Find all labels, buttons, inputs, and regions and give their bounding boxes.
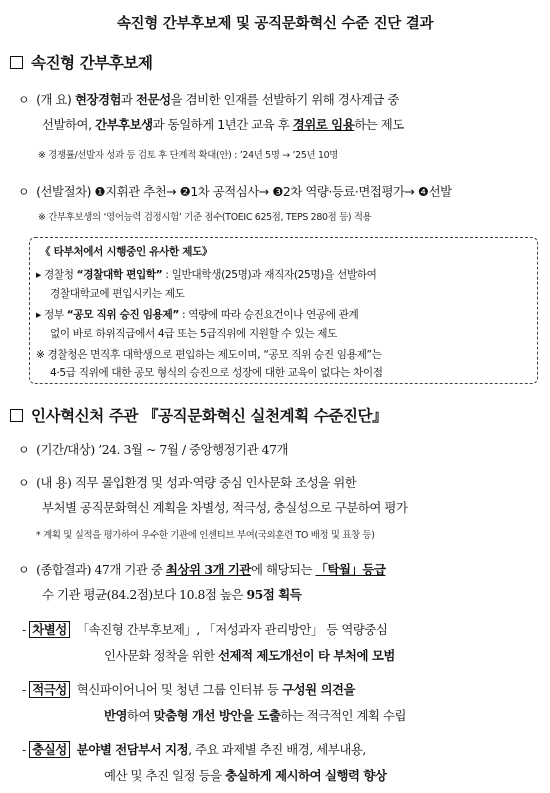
overview-text: 과: [121, 92, 137, 107]
square-bullet-icon: [10, 409, 23, 422]
circle-bullet-icon: ㅇ: [18, 476, 30, 490]
overview-text: 과 동일하게 1년간 교육 후: [152, 117, 293, 132]
result-text: 에 해당되는: [250, 562, 316, 577]
period-text: (기간/대상) ’24. 3월 ~ 7월 / 중앙행정기관 47개: [36, 442, 289, 457]
overview-line-1: [18, 90, 399, 108]
procedure-text: ❶지휘관 추천→ ❷1차 공적심사→ ❸2차 역량·등료·면접평가→ ❹선발: [94, 184, 452, 199]
content-label: (내 용): [36, 475, 72, 490]
circle-bullet-icon: ㅇ: [18, 563, 30, 577]
result-score: 95점 획득: [246, 587, 302, 602]
overview-term-4: 경위로 임용: [292, 117, 355, 132]
page-title: 속진형 간부후보제 및 공직문화혁신 수준 진단 결과: [116, 16, 434, 32]
dash-bullet-icon: -: [22, 742, 26, 757]
box-heading: 《 타부처에서 시행중인 유사한 제도》: [40, 246, 213, 258]
box-item-title: “경찰대학 편입학”: [76, 269, 163, 281]
content-line-2: 부처별 공직문화혁신 계획을 차별성, 적극성, 충실성으로 구분하여 평가: [42, 500, 408, 515]
section-heading-1: [10, 51, 153, 73]
box-item-text: ▸ 정부: [36, 309, 67, 321]
circle-bullet-icon: ㅇ: [18, 93, 30, 107]
criteria-item-1-line-2: [104, 646, 395, 664]
criteria-highlight: 구성원 의견을: [282, 682, 356, 697]
overview-text: 선발하여,: [42, 117, 96, 132]
section-heading-1-text: 속진형 간부후보제: [31, 54, 153, 72]
circle-bullet-icon: ㅇ: [18, 185, 30, 199]
criteria-item-1-line-1: [22, 620, 387, 638]
overview-term-3: 간부후보생: [95, 117, 153, 132]
period-line: [18, 440, 288, 458]
criteria-highlight: 선제적 제도개선이 타 부처에 모범: [218, 648, 395, 663]
box-item-text: : 일반대학생(25명)과 재직자(25명)을 선발하여: [162, 269, 377, 281]
criteria-text: 「속진형 간부후보제」, 「저성과자 관리방안」 등 역량중심: [76, 622, 388, 637]
criteria-highlight: 맞춤형 개선 방안을 도출: [153, 708, 281, 723]
box-item-1-line-2: 경찰대학교에 편입시키는 제도: [50, 288, 185, 300]
content-line-1: [18, 473, 356, 491]
criteria-item-2-line-2: [104, 706, 406, 724]
section-heading-2: [10, 404, 387, 426]
result-line-1: [18, 560, 385, 578]
result-text: 47개 기관 중: [94, 562, 166, 577]
criteria-text: 하여: [127, 708, 154, 723]
criteria-text: , 주요 과제별 추진 배경, 세부내용,: [188, 742, 366, 757]
criteria-tag: 충실성: [29, 741, 70, 758]
criteria-item-3-line-1: [22, 740, 366, 758]
dash-bullet-icon: -: [22, 682, 26, 697]
overview-term-1: 현장경험: [74, 92, 122, 107]
criteria-item-2-line-1: [22, 680, 355, 698]
result-label: (종합결과): [36, 562, 91, 577]
note-english: ※ 간부후보생의 ‘영어능력 검정시험’ 기준 점수(TOEIC 625점, TEPS 280점 등) 적용: [38, 212, 372, 223]
circle-bullet-icon: ㅇ: [18, 443, 30, 457]
overview-line-2: [42, 115, 404, 133]
note-expansion: ※ 경쟁률/선발자 성과 등 검토 후 단계적 확대(안) : ’24년 5명 → ’25년 10명: [38, 150, 339, 161]
overview-text: 을 겸비한 인재를 선발하기 위해 경사계급 중: [170, 92, 399, 107]
result-line-2: [42, 585, 301, 603]
box-note-line-1: ※ 경찰청은 면직후 대학생으로 편입하는 제도이며, “공모 직위 승진 임용제”는: [36, 349, 382, 361]
box-item-1-line-1: [36, 267, 377, 282]
criteria-highlight: 반영: [104, 708, 128, 723]
result-highlight: 최상위 3개 기관: [165, 562, 251, 577]
incentive-note: * 계획 및 실적을 평가하여 우수한 기관에 인센티브 부여(국외훈련 TO 배정 및 표창 등): [36, 530, 375, 541]
procedure-line: [18, 182, 452, 200]
criteria-text: 혁신파이어니어 및 청년 그룹 인터뷰 등: [76, 682, 283, 697]
box-item-2-line-1: [36, 307, 358, 322]
overview-label: (개 요): [36, 92, 72, 107]
criteria-item-3-line-2: [104, 766, 386, 784]
box-note-line-2: 4·5급 직위에 대한 공모 형식의 승진으로 성장에 대한 교육이 없다는 차이점: [50, 367, 383, 379]
section-heading-2-text: 인사혁신처 주관 『공직문화혁신 실천계획 수준진단』: [31, 407, 388, 425]
box-item-text: : 역량에 따라 승진요건이나 연공에 관계: [178, 309, 359, 321]
result-text: 수 기관 평균(84.2점)보다 10.8점 높은: [42, 587, 247, 602]
criteria-text: 하는 적극적인 계획 수립: [280, 708, 407, 723]
box-item-2-line-2: 없이 바로 하위직급에서 4급 또는 5급직위에 지원할 수 있는 제도: [50, 328, 338, 340]
criteria-text: 인사문화 정착을 위한: [104, 648, 219, 663]
dash-bullet-icon: -: [22, 622, 26, 637]
criteria-highlight: 충실하게 제시하여 실행력 향상: [225, 768, 387, 783]
criteria-text: 예산 및 추진 일정 등을: [104, 768, 226, 783]
criteria-tag: 적극성: [29, 681, 70, 698]
criteria-highlight: 분야별 전담부서 지정: [76, 742, 189, 757]
overview-term-2: 전문성: [136, 92, 171, 107]
overview-text: 하는 제도: [354, 117, 404, 132]
result-grade: 「탁월」등급: [315, 562, 386, 577]
content-text: 직무 몰입환경 및 성과·역량 중심 인사문화 조성을 위한: [74, 475, 357, 490]
procedure-label: (선발절차): [36, 184, 91, 199]
box-item-text: ▸ 경찰청: [36, 269, 77, 281]
square-bullet-icon: [10, 56, 23, 69]
box-item-title: “공모 직위 승진 임용제”: [66, 309, 179, 321]
criteria-tag: 차별성: [29, 621, 70, 638]
